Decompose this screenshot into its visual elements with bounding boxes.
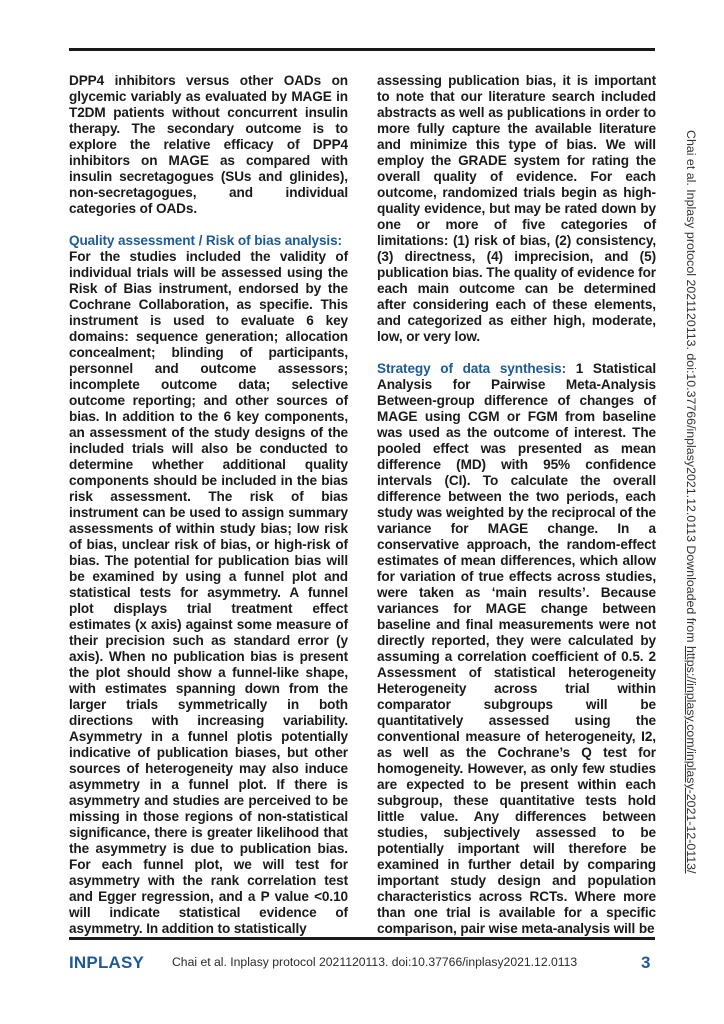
data-synthesis-section [377,361,656,937]
quality-assessment-heading: Quality assessment / Risk of bias analysis: [69,233,342,248]
page-number: 3 [641,953,651,972]
data-synthesis-body: 1 Statistical Analysis for Pairwise Meta-Analysis Between-group difference of changes of MAGE using CGM or FGM from baseline was used as the outcome of interest. The pooled effect was presented as mean difference (MD) with 95% confidence intervals (CI). To calculate the overall difference between the two periods, each study was weighted by the reciprocal of the variance for MAGE change. In a conservative approach, the random-effect estimates of mean differences, which allow for variation of true effects across studies, were taken as ‘main results’. Because variances for MAGE change between baseline and final measurements were not directly reported, they were calculated by assuming a correlation coefficient of 0.5. 2 Assessment of statistical heterogeneity Heterogeneity across trial within comparator subgroups will be quantitatively assessed using the conventional measure of heterogeneity, I2, as well as the Cochrane’s Q test for homogeneity. However, as only few studies are expected to be present within each subgroup, these quantitative tests hold little value. Any differences between studies, subjectively assessed to be potentially important will therefore be examined in further detail by comparing important study design and population characteristics across RCTs. Where more than one trial is available for a specific comparison, pair wise meta-analysis will be [377,361,657,936]
download-link[interactable]: https://inplasy.com/inplasy-2021-12-0113/ [684,645,698,874]
intro-paragraph: DPP4 inhibitors versus other OADs on glycemic variably as evaluated by MAGE in T2DM patients without concurrent insulin therapy. The secondary outcome is to explore the relative efficacy of DPP4 inhibitors on MAGE as compared with insulin secretagogues (SUs and glinides), non-secretagogues, and individual categories of OADs. [69,73,348,216]
side-note-text: Chai et al. Inplasy protocol 2021120113. doi:10.37766/inplasy2021.12.0113 Downloaded from [684,130,698,646]
side-download-note [682,130,698,910]
left-column [69,73,348,937]
quality-assessment-section [69,233,348,937]
footer-rule [69,937,655,940]
publication-bias-paragraph: assessing publication bias, it is important to note that our literature search included abstracts as well as publications in order to more fully capture the available literature and minimize this type of bias. We will employ the GRADE system for rating the overall quality of evidence. For each outcome, randomized trials begin as high-quality evidence, but may be rated down by one or more of five categories of limitations: (1) risk of bias, (2) consistency, (3) directness, (4) imprecision, and (5) publication bias. The quality of evidence for each main outcome can be determined after considering each of these elements, and categorized as either high, moderate, low, or very low. [377,73,656,344]
header-rule [69,48,655,51]
quality-assessment-body: For the studies included the validity of individual trials will be assessed using the Risk of Bias instrument, endorsed by the Cochrane Collaboration, as specifie. This instrument is used to evaluate 6 key domains: sequence generation; allocation concealment; blinding of participants, personnel and outcome assessors; incomplete outcome data; selective outcome reporting; and other sources of bias. In addition to the 6 key components, an assessment of the study designs of the included trials will also be conducted to determine whether additional quality components should be included in the bias risk assessment. The risk of bias instrument can be used to assign summary assessments of within study bias; low risk of bias, unclear risk of bias, or high-risk of bias. The potential for publication bias will be examined by using a funnel plot and statistical tests for asymmetry. A funnel plot displays trial treatment effect estimates (x axis) against some measure of their precision such as standard error (y axis). When no publication bias is present the plot should show a funnel-like shape, with estimates spanning down from the larger trials symmetrically in both directions with increasing variability. Asymmetry in a funnel plotis potentially indicative of publication biases, but other sources of heterogeneity may also induce asymmetry in a funnel plot. If there is asymmetry and studies are perceived to be missing in those regions of non-statistical significance, there is greater likelihood that the asymmetry is due to publication bias. For each funnel plot, we will test for asymmetry with the rank correlation test and Egger regression, and a P value <0.10 will indicate statistical evidence of asymmetry. In addition to statistically [69,249,348,936]
data-synthesis-heading: Strategy of data synthesis: [377,361,567,376]
right-column [377,73,656,937]
footer-citation: Chai et al. Inplasy protocol 2021120113. doi:10.37766/inplasy2021.12.0113 [172,955,578,969]
footer-brand-logo: INPLASY [69,953,145,972]
